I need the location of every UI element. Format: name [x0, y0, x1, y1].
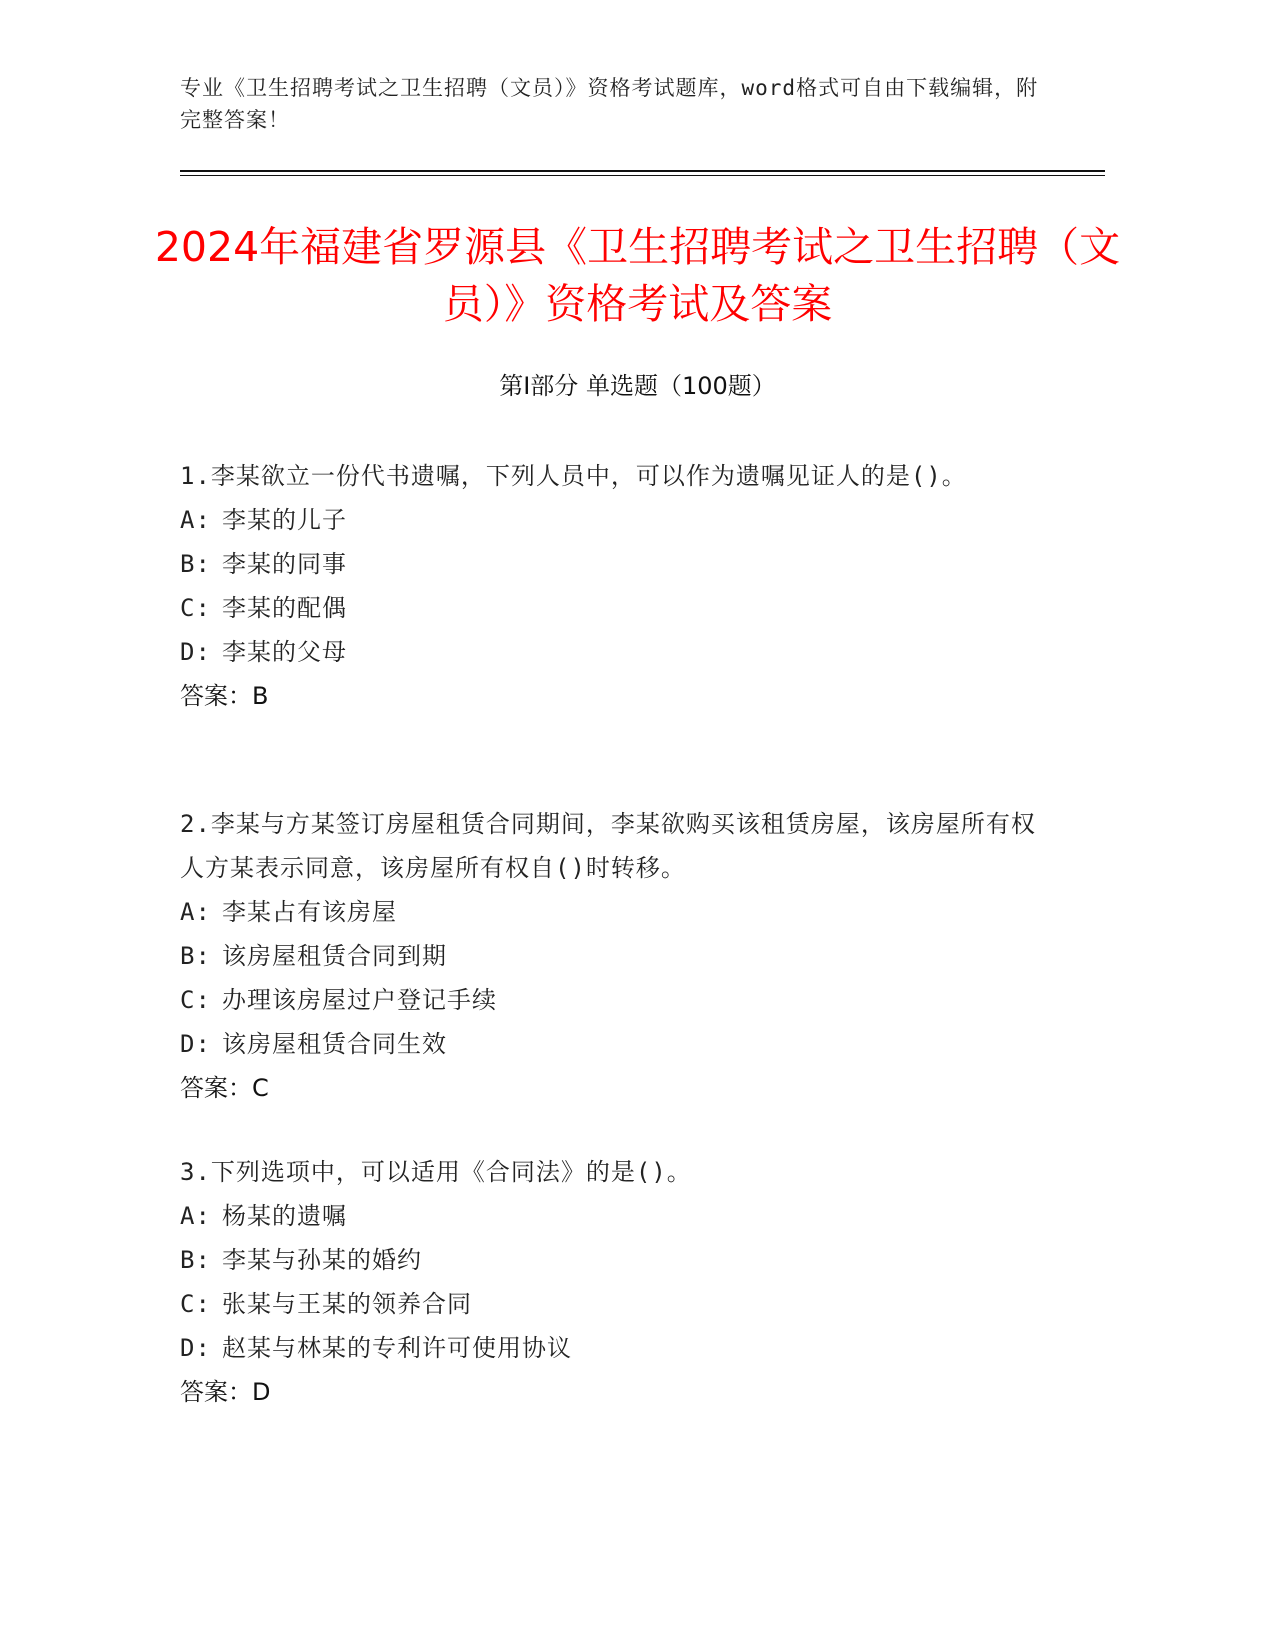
question-2 [180, 802, 1060, 1110]
option-text: 李某与孙某的婚约 [222, 1246, 422, 1274]
option-d [180, 630, 1060, 674]
header-note: 专业《卫生招聘考试之卫生招聘（文员）》资格考试题库，word格式可自由下载编辑，附完整答案！ [180, 76, 1039, 132]
option-d [180, 1326, 1060, 1370]
header-divider-thin [180, 175, 1105, 176]
option-letter: D: [180, 1334, 211, 1362]
option-text: 李某的父母 [222, 638, 347, 666]
option-c [180, 1282, 1060, 1326]
option-b [180, 1238, 1060, 1282]
header-divider-thick [180, 170, 1105, 172]
option-b [180, 934, 1060, 978]
question-stem: 2.李某与方某签订房屋租赁合同期间，李某欲购买该租赁房屋，该房屋所有权人方某表示同意，该房屋所有权自()时转移。 [180, 810, 1036, 882]
answer-line: 答案：B [180, 682, 269, 710]
question-stem: 3.下列选项中，可以适用《合同法》的是()。 [180, 1158, 692, 1186]
question-stem: 1.李某欲立一份代书遗嘱，下列人员中，可以作为遗嘱见证人的是()。 [180, 462, 967, 490]
option-text: 办理该房屋过户登记手续 [222, 986, 497, 1014]
option-letter: C: [180, 986, 211, 1014]
option-d [180, 1022, 1060, 1066]
option-a [180, 890, 1060, 934]
option-letter: D: [180, 1030, 211, 1058]
option-letter: C: [180, 1290, 211, 1318]
section-heading: 第Ⅰ部分 单选题（100题） [499, 372, 776, 400]
option-letter: A: [180, 898, 211, 926]
option-text: 该房屋租赁合同生效 [222, 1030, 447, 1058]
option-text: 赵某与林某的专利许可使用协议 [222, 1334, 572, 1362]
option-a [180, 498, 1060, 542]
option-text: 张某与王某的领养合同 [222, 1290, 472, 1318]
option-letter: A: [180, 506, 211, 534]
option-text: 李某占有该房屋 [222, 898, 397, 926]
document-title: 2024年福建省罗源县《卫生招聘考试之卫生招聘（文员）》资格考试及答案 [154, 223, 1121, 329]
option-b [180, 542, 1060, 586]
option-text: 杨某的遗嘱 [222, 1202, 347, 1230]
option-letter: A: [180, 1202, 211, 1230]
option-letter: C: [180, 594, 211, 622]
option-text: 李某的儿子 [222, 506, 347, 534]
option-letter: D: [180, 638, 211, 666]
option-letter: B: [180, 550, 211, 578]
option-text: 李某的配偶 [222, 594, 347, 622]
option-text: 该房屋租赁合同到期 [222, 942, 447, 970]
answer-line: 答案：C [180, 1074, 269, 1102]
answer-line: 答案：D [180, 1378, 271, 1406]
option-c [180, 978, 1060, 1022]
option-letter: B: [180, 942, 211, 970]
question-1 [180, 454, 1060, 718]
option-text: 李某的同事 [222, 550, 347, 578]
option-c [180, 586, 1060, 630]
question-3 [180, 1150, 1060, 1414]
option-letter: B: [180, 1246, 211, 1274]
option-a [180, 1194, 1060, 1238]
